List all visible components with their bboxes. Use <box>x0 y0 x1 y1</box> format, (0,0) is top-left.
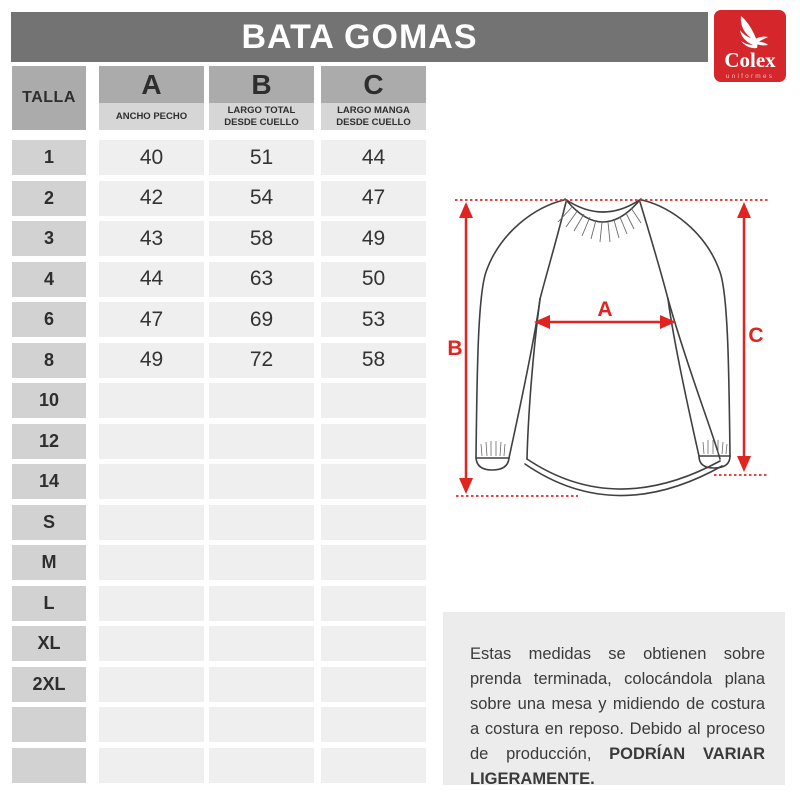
value-cell-b: 58 <box>209 221 314 256</box>
value-cell-b: 72 <box>209 343 314 378</box>
table-row <box>12 667 426 702</box>
size-column-header: TALLA <box>12 66 86 130</box>
value-cell-a <box>99 383 204 418</box>
table-row <box>12 545 426 580</box>
value-cell-a: 43 <box>99 221 204 256</box>
value-cell-b <box>209 505 314 540</box>
size-label-cell: M <box>12 545 86 580</box>
size-label-cell: 4 <box>12 262 86 297</box>
value-cell-a: 44 <box>99 262 204 297</box>
value-cell-b <box>209 626 314 661</box>
table-row <box>12 140 426 175</box>
value-cell-c: 47 <box>321 181 426 216</box>
size-label-cell <box>12 748 86 783</box>
value-cell-a <box>99 464 204 499</box>
table-row <box>12 302 426 337</box>
value-cell-b: 69 <box>209 302 314 337</box>
size-label-cell <box>12 707 86 742</box>
table-row <box>12 464 426 499</box>
value-cell-a <box>99 707 204 742</box>
size-label-cell: 3 <box>12 221 86 256</box>
table-header-row <box>12 66 426 130</box>
note-paragraph <box>470 642 765 792</box>
value-cell-a <box>99 626 204 661</box>
value-cell-b <box>209 667 314 702</box>
note-emphasis: PODRÍAN VARIAR LIGERAMENTE. <box>470 745 765 788</box>
value-cell-c: 53 <box>321 302 426 337</box>
column-header-c <box>321 66 426 130</box>
value-cell-b <box>209 707 314 742</box>
table-row <box>12 707 426 742</box>
value-cell-c: 50 <box>321 262 426 297</box>
value-cell-c <box>321 424 426 459</box>
value-cell-c: 49 <box>321 221 426 256</box>
table-row <box>12 626 426 661</box>
value-cell-a <box>99 667 204 702</box>
value-cell-b: 51 <box>209 140 314 175</box>
dim-label-a: A <box>597 298 613 321</box>
column-header-b <box>209 66 314 130</box>
size-label-cell: 1 <box>12 140 86 175</box>
value-cell-b: 54 <box>209 181 314 216</box>
value-cell-b <box>209 748 314 783</box>
size-label-cell: 10 <box>12 383 86 418</box>
value-cell-a: 42 <box>99 181 204 216</box>
table-body <box>12 140 426 783</box>
column-label-c: LARGO MANGA DESDE CUELLO <box>321 103 426 130</box>
brand-tagline: uniformes <box>725 73 775 80</box>
value-cell-a <box>99 545 204 580</box>
page-title: BATA GOMAS <box>241 17 478 56</box>
table-row <box>12 221 426 256</box>
column-label-a: ANCHO PECHO <box>99 103 204 130</box>
size-label-cell: 14 <box>12 464 86 499</box>
value-cell-b <box>209 545 314 580</box>
table-row <box>12 181 426 216</box>
column-letter-b: B <box>209 66 314 103</box>
table-row <box>12 505 426 540</box>
dim-label-b: B <box>447 337 463 360</box>
table-row <box>12 424 426 459</box>
value-cell-c <box>321 586 426 621</box>
value-cell-c <box>321 667 426 702</box>
size-label-cell: L <box>12 586 86 621</box>
bird-icon <box>727 15 773 51</box>
size-label-cell: 6 <box>12 302 86 337</box>
value-cell-c: 44 <box>321 140 426 175</box>
value-cell-c <box>321 707 426 742</box>
note-body: Estas medidas se obtienen sobre prenda terminada, colocándola plana sobre una mesa y midiendo de costura a costura en reposo. Debido al proceso de producción, <box>470 645 765 763</box>
size-label-cell: 8 <box>12 343 86 378</box>
table-row <box>12 343 426 378</box>
dim-label-c: C <box>748 324 764 347</box>
value-cell-a: 47 <box>99 302 204 337</box>
column-label-b: LARGO TOTAL DESDE CUELLO <box>209 103 314 130</box>
value-cell-a: 49 <box>99 343 204 378</box>
value-cell-c <box>321 748 426 783</box>
measurement-note <box>443 612 785 788</box>
value-cell-b <box>209 586 314 621</box>
table-row <box>12 262 426 297</box>
value-cell-a <box>99 505 204 540</box>
size-label-cell: 2XL <box>12 667 86 702</box>
value-cell-c <box>321 626 426 661</box>
value-cell-a: 40 <box>99 140 204 175</box>
column-header-a <box>99 66 204 130</box>
value-cell-c: 58 <box>321 343 426 378</box>
garment-diagram <box>440 185 788 510</box>
table-row <box>12 748 426 783</box>
table-row <box>12 586 426 621</box>
table-row <box>12 383 426 418</box>
title-bar <box>11 12 708 62</box>
value-cell-a <box>99 424 204 459</box>
column-letter-a: A <box>99 66 204 103</box>
size-label-cell: S <box>12 505 86 540</box>
reference-dotted-lines <box>455 200 770 496</box>
colex-logo <box>714 10 786 82</box>
brand-name: Colex <box>724 48 776 72</box>
column-letter-c: C <box>321 66 426 103</box>
size-label-cell: 2 <box>12 181 86 216</box>
garment-outline <box>476 199 730 496</box>
value-cell-b <box>209 464 314 499</box>
dimension-arrows <box>466 214 744 482</box>
cuff-gather-lines <box>481 440 727 456</box>
value-cell-c <box>321 505 426 540</box>
value-cell-a <box>99 748 204 783</box>
value-cell-c <box>321 383 426 418</box>
value-cell-a <box>99 586 204 621</box>
value-cell-c <box>321 545 426 580</box>
value-cell-b: 63 <box>209 262 314 297</box>
size-table <box>12 66 426 788</box>
size-label-cell: XL <box>12 626 86 661</box>
value-cell-c <box>321 464 426 499</box>
value-cell-b <box>209 424 314 459</box>
size-label-cell: 12 <box>12 424 86 459</box>
value-cell-b <box>209 383 314 418</box>
